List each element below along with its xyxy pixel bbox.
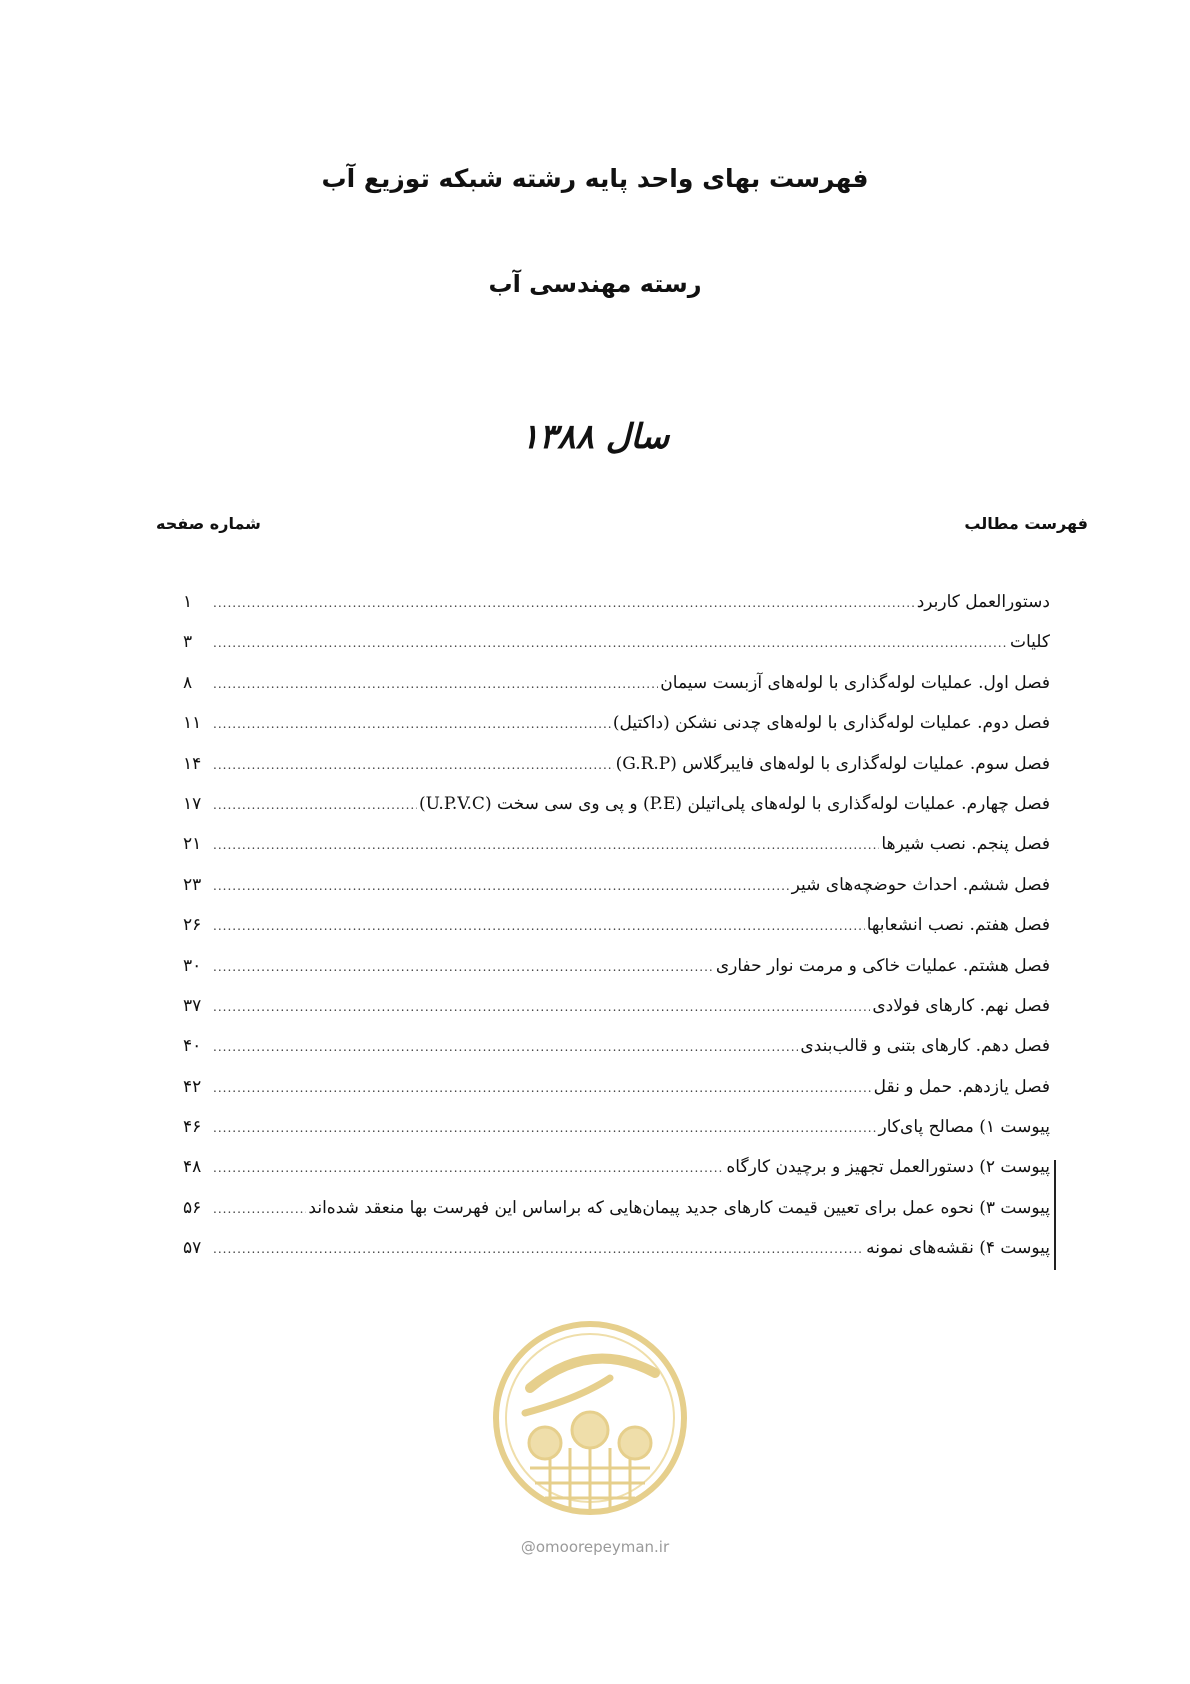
toc-entry-page: ۴۶	[183, 1117, 202, 1138]
toc-entry-label: فصل نهم. کارهای فولادی	[872, 995, 1050, 1016]
toc-entry[interactable]	[183, 996, 1050, 1036]
toc-dot-leader	[213, 677, 658, 691]
toc-entry-page: ۴۸	[183, 1157, 202, 1178]
toc-entry[interactable]	[183, 915, 1050, 955]
document-year: سال ۱۳۸۸	[520, 417, 670, 457]
toc-dot-leader	[213, 717, 611, 731]
toc-entry[interactable]	[183, 1077, 1050, 1117]
toc-entry[interactable]	[183, 1117, 1050, 1157]
toc-dot-leader	[213, 838, 879, 852]
toc-entry-page: ۱۱	[183, 713, 202, 734]
toc-heading: فهرست مطالب	[964, 514, 1088, 533]
toc-entry[interactable]	[183, 713, 1050, 753]
toc-entry-page: ۳۷	[183, 995, 202, 1016]
toc-entry-page: ۵۷	[183, 1238, 202, 1259]
toc-dot-leader	[213, 960, 714, 974]
toc-entry-label: پیوست ۲) دستورالعمل تجهیز و برچیدن کارگاه	[726, 1157, 1050, 1178]
toc-entry[interactable]	[183, 794, 1050, 834]
toc-entry-label: فصل هشتم. عملیات خاکی و مرمت نوار حفاری	[715, 955, 1050, 976]
toc-entry-label: فصل چهارم. عملیات لوله‌گذاری با لوله‌های پلی‌اتیلن (P.E) و پی وی سی سخت (U.P.V.C)	[419, 793, 1050, 814]
toc-entry-label: فصل یازدهم. حمل و نقل	[873, 1076, 1050, 1097]
toc-dot-leader	[213, 1040, 798, 1054]
toc-entry-label: فصل پنجم. نصب شیرها	[881, 834, 1050, 855]
table-of-contents	[183, 592, 1050, 1279]
watermark-logo-icon	[490, 1318, 690, 1518]
toc-entry-label: فصل سوم. عملیات لوله‌گذاری با لوله‌های فایبرگلاس (G.R.P)	[615, 753, 1050, 774]
toc-entry-label: دستورالعمل کاربرد	[916, 592, 1050, 612]
toc-entry[interactable]	[183, 1198, 1050, 1238]
toc-entry-label: فصل هفتم. نصب انشعابها	[866, 915, 1050, 936]
toc-entry[interactable]	[183, 673, 1050, 713]
toc-entry[interactable]	[183, 834, 1050, 874]
toc-entry[interactable]	[183, 754, 1050, 794]
toc-entry-page: ۴۰	[183, 1036, 202, 1057]
document-title: فهرست بهای واحد پایه رشته شبکه توزیع آب	[321, 164, 869, 193]
toc-dot-leader	[213, 1242, 864, 1256]
toc-entry[interactable]	[183, 592, 1050, 632]
toc-entry[interactable]	[183, 1036, 1050, 1076]
toc-entry[interactable]	[183, 1157, 1050, 1197]
toc-entry-page: ۸	[183, 672, 193, 693]
toc-dot-leader	[213, 1000, 870, 1014]
toc-entry[interactable]	[183, 956, 1050, 996]
toc-entry-label: فصل ششم. احداث حوضچه‌های شیر	[791, 874, 1050, 895]
toc-dot-leader	[213, 1161, 724, 1175]
toc-entry[interactable]	[183, 1238, 1050, 1278]
toc-entry-label: فصل اول. عملیات لوله‌گذاری با لوله‌های آزبست سیمان	[660, 672, 1050, 693]
toc-dot-leader	[213, 636, 1008, 650]
toc-entry-label: پیوست ۳) نحوه عمل برای تعیین قیمت کارهای جدید پیمان‌هایی که براساس این فهرست بها منعقد شده‌اند	[308, 1197, 1050, 1218]
toc-dot-leader	[213, 758, 614, 772]
toc-entry-page: ۱	[183, 592, 193, 612]
toc-entry-page: ۲۶	[183, 915, 202, 936]
toc-dot-leader	[213, 919, 865, 933]
toc-dot-leader	[213, 596, 915, 610]
toc-entry-page: ۲۱	[183, 834, 202, 855]
toc-dot-leader	[213, 1202, 306, 1216]
toc-entry[interactable]	[183, 632, 1050, 672]
toc-entry-page: ۱۴	[183, 753, 202, 774]
toc-dot-leader	[213, 1121, 877, 1135]
toc-entry-label: فصل دهم. کارهای بتنی و قالب‌بندی	[800, 1036, 1050, 1057]
toc-entry-page: ۱۷	[183, 793, 202, 814]
watermark-url: @omoorepeyman.ir	[520, 1538, 670, 1556]
toc-dot-leader	[213, 879, 790, 893]
toc-entry-page: ۲۳	[183, 874, 202, 895]
toc-entry[interactable]	[183, 875, 1050, 915]
revision-bar	[1054, 1160, 1056, 1270]
toc-dot-leader	[213, 1081, 872, 1095]
toc-entry-label: فصل دوم. عملیات لوله‌گذاری با لوله‌های چدنی نشکن (داکتیل)	[612, 713, 1050, 734]
toc-entry-page: ۴۲	[183, 1076, 202, 1097]
document-subtitle: رسته مهندسی آب	[488, 270, 702, 298]
toc-entry-label: کلیات	[1009, 632, 1050, 653]
toc-dot-leader	[213, 798, 417, 812]
toc-entry-label: پیوست ۴) نقشه‌های نمونه	[866, 1238, 1050, 1259]
toc-page-number-label: شماره صفحه	[156, 514, 261, 533]
toc-entry-label: پیوست ۱) مصالح پای‌کار	[878, 1117, 1050, 1138]
toc-entry-page: ۳۰	[183, 955, 202, 976]
toc-entry-page: ۳	[183, 632, 193, 653]
toc-entry-page: ۵۶	[183, 1197, 202, 1218]
